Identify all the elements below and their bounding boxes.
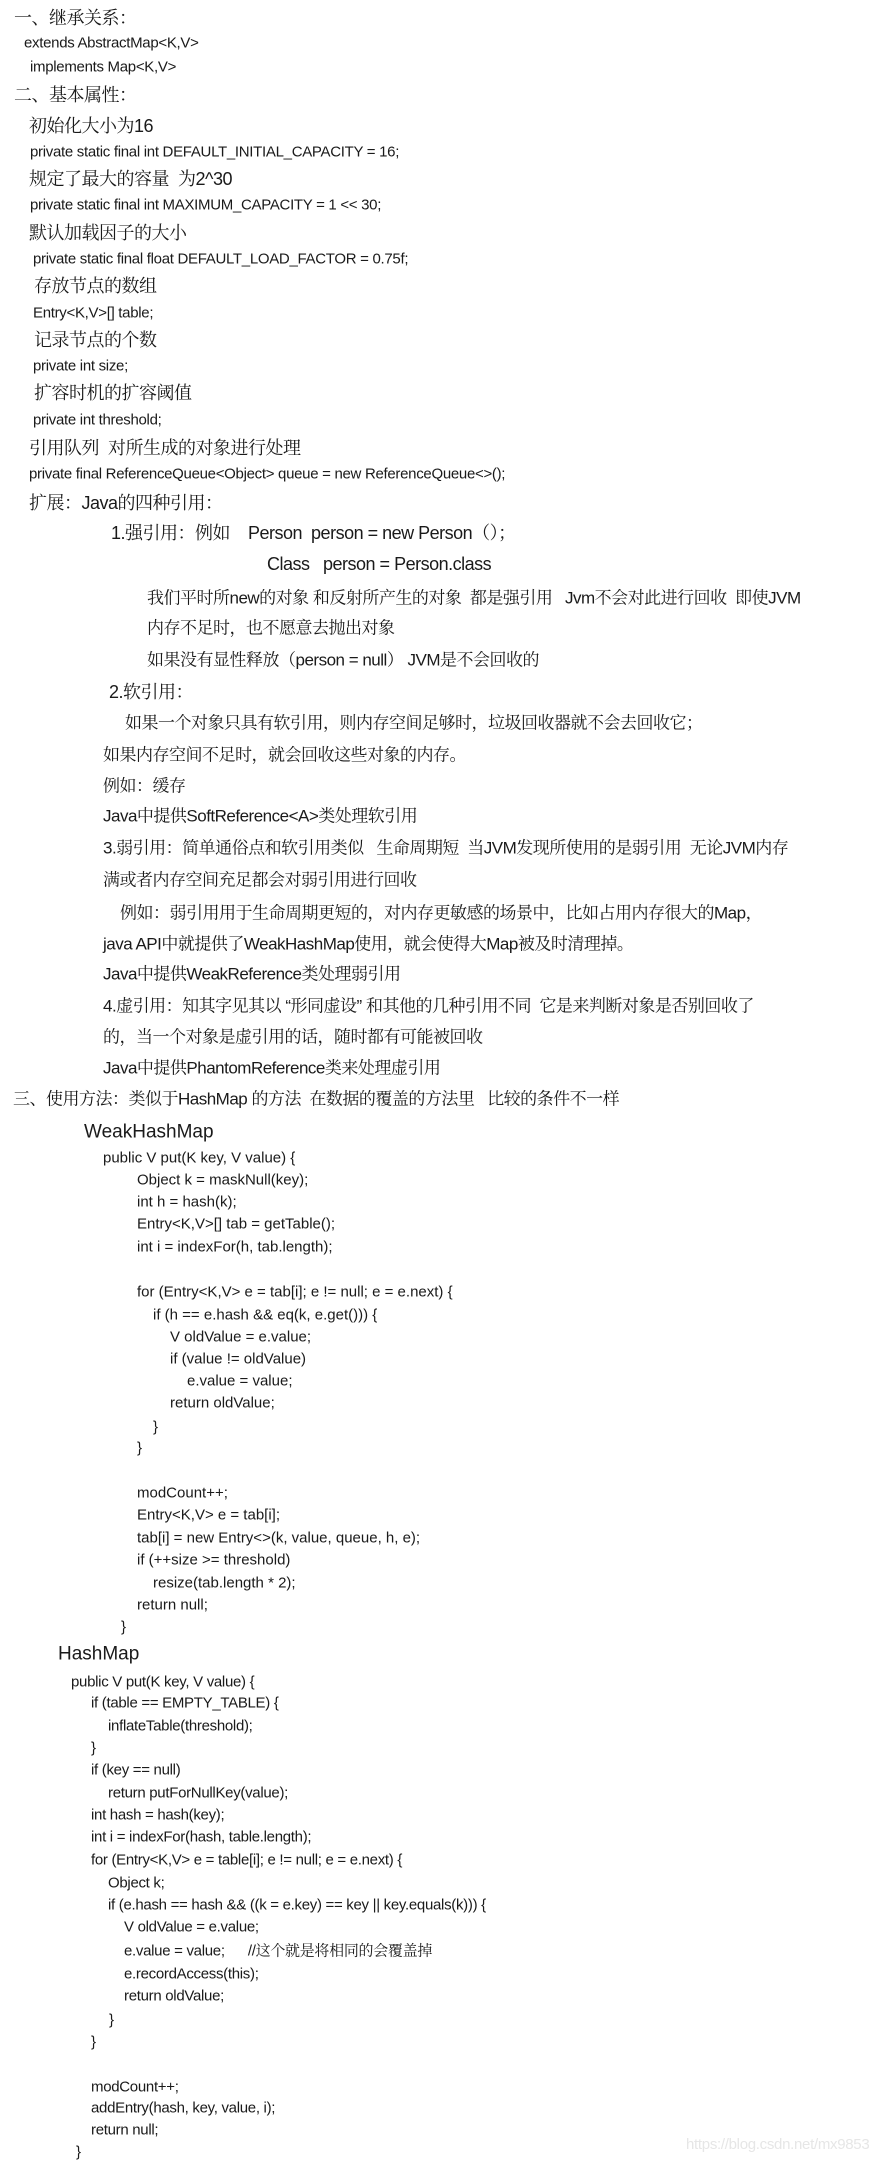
threshold-code: private int threshold;	[33, 411, 162, 429]
load-factor-label: 默认加载因子的大小	[29, 223, 187, 243]
code-line: int i = indexFor(h, tab.length);	[137, 1238, 333, 1256]
code-line: for (Entry<K,V> e = table[i]; e != null; e = e.next) {	[91, 1851, 403, 1869]
code-line: for (Entry<K,V> e = tab[i]; e != null; e = e.next) {	[137, 1283, 453, 1301]
code-line: }	[137, 1439, 143, 1457]
size-code: private int size;	[33, 357, 128, 375]
phantom-ref-java: Java中提供PhantomReference类来处理虚引用	[103, 1058, 441, 1078]
code-line: if (key == null)	[91, 1761, 181, 1779]
code-line: Entry<K,V>[] tab = getTable();	[137, 1215, 336, 1233]
weak-ref-java: Java中提供WeakReference类处理弱引用	[103, 964, 401, 984]
code-line: public V put(K key, V value) {	[71, 1673, 255, 1691]
implements-line: implements Map<K,V>	[30, 58, 177, 76]
weakhashmap-heading: WeakHashMap	[84, 1121, 214, 1143]
weak-ref-example1: 例如：弱引用用于生命周期更短的，对内存更敏感的场景中，比如占用内存很大的Map，	[120, 903, 763, 923]
code-line: int i = indexFor(hash, table.length);	[91, 1828, 312, 1846]
code-line: Entry<K,V> e = tab[i];	[137, 1506, 280, 1524]
code-line: if (e.hash == hash && ((k = e.key) == key || key.equals(k))) {	[108, 1896, 486, 1914]
code-line: tab[i] = new Entry<>(k, value, queue, h, e);	[137, 1529, 421, 1547]
code-line: if (table == EMPTY_TABLE) {	[91, 1694, 279, 1712]
code-line: public V put(K key, V value) {	[103, 1149, 296, 1167]
code-line: Object k;	[108, 1874, 165, 1892]
strong-ref-desc2: 内存不足时，也不愿意去抛出对象	[147, 618, 395, 638]
soft-ref-desc1: 如果一个对象只具有软引用，则内存空间足够时，垃圾回收器就不会去回收它；	[125, 713, 703, 733]
code-line: return oldValue;	[124, 1987, 224, 2005]
table-code: Entry<K,V>[] table;	[33, 304, 154, 322]
code-line: }	[153, 1418, 159, 1436]
code-line: }	[121, 1618, 127, 1636]
strong-ref-title: 1.强引用：例如 Person person = new Person（）；	[111, 523, 516, 543]
code-line: V oldValue = e.value;	[170, 1328, 312, 1346]
code-line: modCount++;	[91, 2078, 179, 2096]
size-label: 记录节点的个数	[34, 330, 157, 350]
initial-size-code: private static final int DEFAULT_INITIAL_CAPACITY = 16;	[30, 143, 400, 161]
strong-ref-desc3: 如果没有显性释放（person = null） JVM是不会回收的	[147, 650, 540, 670]
extension-title: 扩展：Java的四种引用：	[29, 493, 223, 513]
strong-ref-line2: Class person = Person.class	[267, 554, 492, 574]
code-line: return null;	[91, 2121, 159, 2139]
code-line: return oldValue;	[170, 1394, 275, 1412]
code-line: Object k = maskNull(key);	[137, 1171, 309, 1189]
code-line: int h = hash(k);	[137, 1193, 237, 1211]
code-line: e.recordAccess(this);	[124, 1965, 259, 1983]
hashmap-heading: HashMap	[58, 1643, 140, 1665]
code-line: V oldValue = e.value;	[124, 1918, 259, 1936]
code-line: if (value != oldValue)	[170, 1350, 307, 1368]
soft-ref-title: 2.软引用：	[109, 682, 194, 702]
code-line: return null;	[137, 1596, 208, 1614]
code-line: }	[109, 2011, 114, 2029]
code-line: }	[91, 2033, 96, 2051]
code-line: }	[91, 1739, 96, 1757]
threshold-label: 扩容时机的扩容阈值	[34, 383, 192, 403]
max-capacity-code: private static final int MAXIMUM_CAPACITY = 1 << 30;	[30, 196, 382, 214]
code-line: }	[76, 2143, 81, 2161]
soft-ref-java: Java中提供SoftReference<A>类处理软引用	[103, 806, 418, 826]
phantom-ref-title: 4.虚引用：知其字见其以 “形同虚设” 和其他的几种引用不同 它是来判断对象是否别回收了	[103, 996, 754, 1016]
code-line: if (h == e.hash && eq(k, e.get())) {	[153, 1306, 378, 1324]
code-line: e.value = value;	[187, 1372, 293, 1390]
table-label: 存放节点的数组	[34, 276, 157, 296]
initial-size-label: 初始化大小为16	[29, 116, 154, 136]
code-line: modCount++;	[137, 1484, 228, 1502]
section-3-title: 三、使用方法：类似于HashMap 的方法 在数据的覆盖的方法里 比较的条件不一样	[13, 1089, 620, 1109]
load-factor-code: private static final float DEFAULT_LOAD_FACTOR = 0.75f;	[33, 250, 409, 268]
queue-code: private final ReferenceQueue<Object> queue = new ReferenceQueue<>();	[29, 465, 506, 483]
queue-label: 引用队列 对所生成的对象进行处理	[29, 438, 301, 458]
code-line: addEntry(hash, key, value, i);	[91, 2099, 276, 2117]
strong-ref-desc1: 我们平时所new的对象 和反射所产生的对象 都是强引用 Jvm不会对此进行回收 即使JVM	[147, 588, 801, 608]
section-1-title: 一、继承关系：	[14, 8, 137, 28]
code-line: e.value = value; //这个就是将相同的会覆盖掉	[124, 1942, 433, 1960]
extends-line: extends AbstractMap<K,V>	[24, 34, 199, 52]
weak-ref-example2: java API中就提供了WeakHashMap使用，就会使得大Map被及时清理掉。	[103, 934, 634, 954]
watermark: https://blog.csdn.net/mx9853	[686, 2136, 870, 2153]
code-line: return putForNullKey(value);	[108, 1784, 289, 1802]
max-capacity-label: 规定了最大的容量 为2^30	[29, 169, 232, 189]
code-line: inflateTable(threshold);	[108, 1717, 253, 1735]
section-2-title: 二、基本属性：	[14, 85, 137, 105]
phantom-ref-desc1: 的，当一个对象是虚引用的话，随时都有可能被回收	[103, 1027, 483, 1047]
weak-ref-desc1: 满或者内存空间充足都会对弱引用进行回收	[103, 870, 417, 890]
weak-ref-title: 3.弱引用：简单通俗点和软引用类似 生命周期短 当JVM发现所使用的是弱引用 无论JVM内存	[103, 838, 789, 858]
code-line: int hash = hash(key);	[91, 1806, 225, 1824]
soft-ref-example: 例如：缓存	[103, 776, 186, 796]
soft-ref-desc2: 如果内存空间不足时，就会回收这些对象的内存。	[103, 745, 466, 765]
code-line: if (++size >= threshold)	[137, 1551, 291, 1569]
code-line: resize(tab.length * 2);	[153, 1574, 296, 1592]
